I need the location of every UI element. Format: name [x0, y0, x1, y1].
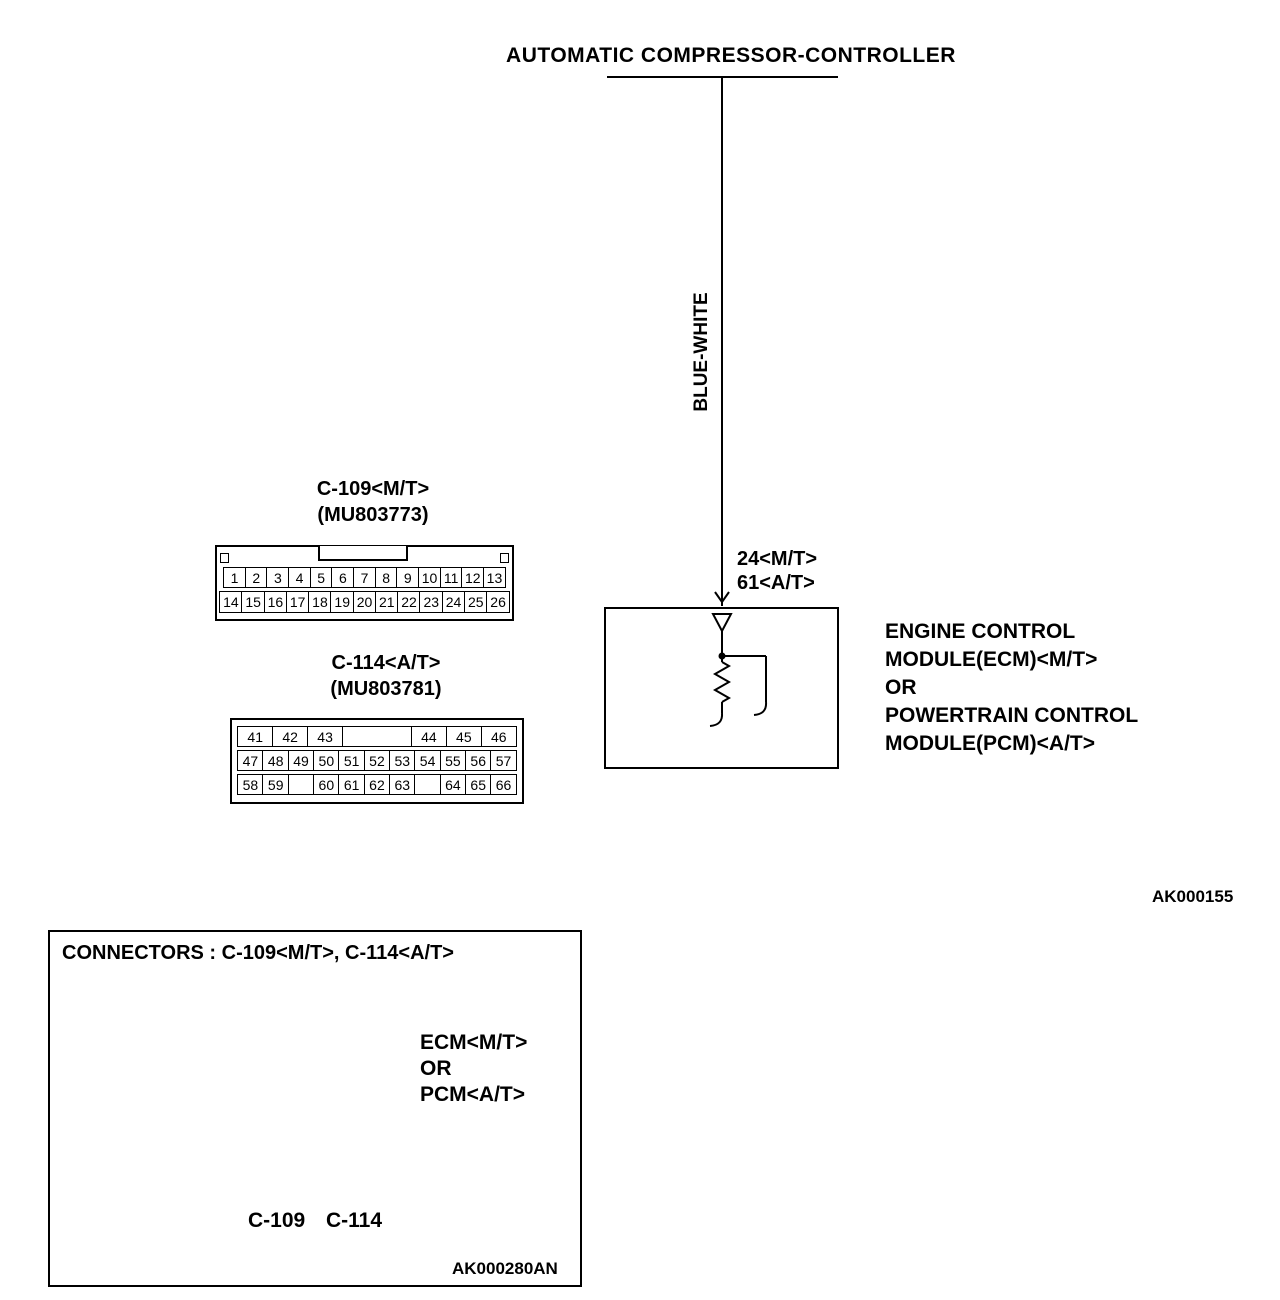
- pin-cell: 13: [483, 567, 506, 588]
- pin-cell: 61: [338, 774, 365, 795]
- c114-location-label: C-114: [326, 1209, 383, 1232]
- pin-cell: 20: [353, 591, 377, 613]
- connector-box-title: CONNECTORS : C-109<M/T>, C-114<A/T>: [62, 942, 454, 964]
- pin-cell: 8: [375, 567, 398, 588]
- ecm-box: [605, 608, 838, 768]
- ecm-line: OR: [885, 676, 917, 699]
- c109-name: C-109<M/T>: [316, 478, 430, 500]
- pin-cell: 50: [313, 750, 340, 771]
- pin-cell-blank: [342, 726, 378, 747]
- pin-cell: 60: [313, 774, 340, 795]
- pin-cell: 24: [442, 591, 466, 613]
- pin-cell: 44: [411, 726, 447, 747]
- c114-pin-row-1: [237, 726, 517, 747]
- pin-cell: 56: [465, 750, 492, 771]
- pin-cell: 26: [486, 591, 510, 613]
- pin-cell: 7: [353, 567, 376, 588]
- ecm-line: POWERTRAIN CONTROL: [885, 704, 1139, 727]
- ecm-sketch-label: PCM<A/T>: [420, 1083, 526, 1106]
- pin-cell: 43: [307, 726, 343, 747]
- c114-connector-drawing: [230, 718, 524, 804]
- pin-cell: 9: [396, 567, 419, 588]
- c114-part-number: (MU803781): [330, 678, 442, 700]
- pin-cell: 15: [241, 591, 265, 613]
- pin-cell: 57: [490, 750, 517, 771]
- illustration-code: AK000280AN: [452, 1259, 558, 1278]
- pin-cell: 64: [440, 774, 467, 795]
- pin-cell: 62: [364, 774, 391, 795]
- c109-part-number: (MU803773): [317, 504, 429, 526]
- c109-pin-row-2: [219, 591, 510, 613]
- c114-pin-row-3: [237, 774, 517, 795]
- pin-cell: 59: [262, 774, 289, 795]
- pin-cell: 14: [219, 591, 243, 613]
- c109-keyway: [318, 546, 408, 561]
- circuit-lines: [605, 77, 838, 768]
- pin-cell: 19: [330, 591, 354, 613]
- pin-cell: 52: [364, 750, 391, 771]
- pin-cell: 53: [389, 750, 416, 771]
- figure-code: AK000155: [1152, 887, 1234, 906]
- wire-color-label: BLUE-WHITE: [691, 292, 712, 412]
- pin-cell: 22: [397, 591, 421, 613]
- pin-cell: 4: [288, 567, 311, 588]
- pin-cell: 12: [461, 567, 484, 588]
- wire-end-connector-icon: [715, 592, 729, 602]
- c109-latch-left: [220, 553, 229, 563]
- c114-name: C-114<A/T>: [331, 652, 441, 674]
- ecm-sketch-label: OR: [420, 1057, 452, 1080]
- pin-cell: 54: [414, 750, 441, 771]
- ecm-line: MODULE(PCM)<A/T>: [885, 732, 1095, 755]
- pin-cell: 66: [490, 774, 517, 795]
- pin-cell: 11: [440, 567, 463, 588]
- pin-cell: 3: [266, 567, 289, 588]
- page-title: AUTOMATIC COMPRESSOR-CONTROLLER: [506, 44, 956, 67]
- c114-pin-row-2: [237, 750, 517, 771]
- pin-cell: 18: [308, 591, 332, 613]
- pin-cell: 23: [419, 591, 443, 613]
- pin-cell: 58: [237, 774, 264, 795]
- pin-cell: 5: [310, 567, 333, 588]
- ecm-line: ENGINE CONTROL: [885, 620, 1076, 643]
- pin-cell-blank: [414, 774, 441, 795]
- pin-cell: 47: [237, 750, 264, 771]
- pin-cell: 42: [272, 726, 308, 747]
- pin-cell-blank: [288, 774, 315, 795]
- ecm-sketch-label: ECM<M/T>: [420, 1031, 528, 1054]
- c109-connector-drawing: [215, 545, 514, 621]
- ground-icon: [754, 702, 766, 715]
- pin-cell: 55: [440, 750, 467, 771]
- pin-cell: 46: [481, 726, 517, 747]
- pin-cell: 21: [375, 591, 399, 613]
- ground-icon: [710, 713, 722, 726]
- pin-cell: 1: [223, 567, 246, 588]
- pin-cell: 49: [288, 750, 315, 771]
- c109-location-label: C-109: [248, 1209, 306, 1232]
- ecm-line: MODULE(ECM)<M/T>: [885, 648, 1098, 671]
- pin-cell-blank: [377, 726, 412, 747]
- pin-cell: 16: [264, 591, 288, 613]
- connector-location-box: [48, 930, 582, 1287]
- pin-triangle-icon: [713, 614, 731, 631]
- c109-pin-row-1: [223, 567, 506, 588]
- pin-cell: 41: [237, 726, 273, 747]
- pin-cell: 2: [245, 567, 268, 588]
- pin-label-at: 61<A/T>: [737, 572, 815, 594]
- pin-cell: 17: [286, 591, 310, 613]
- c109-latch-right: [500, 553, 509, 563]
- pin-cell: 6: [331, 567, 354, 588]
- pin-cell: 63: [389, 774, 416, 795]
- pin-label-mt: 24<M/T>: [737, 548, 818, 570]
- pin-cell: 65: [465, 774, 492, 795]
- junction-dot: [719, 653, 726, 660]
- pin-cell: 51: [338, 750, 365, 771]
- pin-cell: 48: [262, 750, 289, 771]
- pin-cell: 10: [418, 567, 441, 588]
- pin-cell: 45: [446, 726, 482, 747]
- resistor-icon: [715, 662, 729, 702]
- pin-cell: 25: [464, 591, 488, 613]
- ecm-description: [885, 618, 1138, 758]
